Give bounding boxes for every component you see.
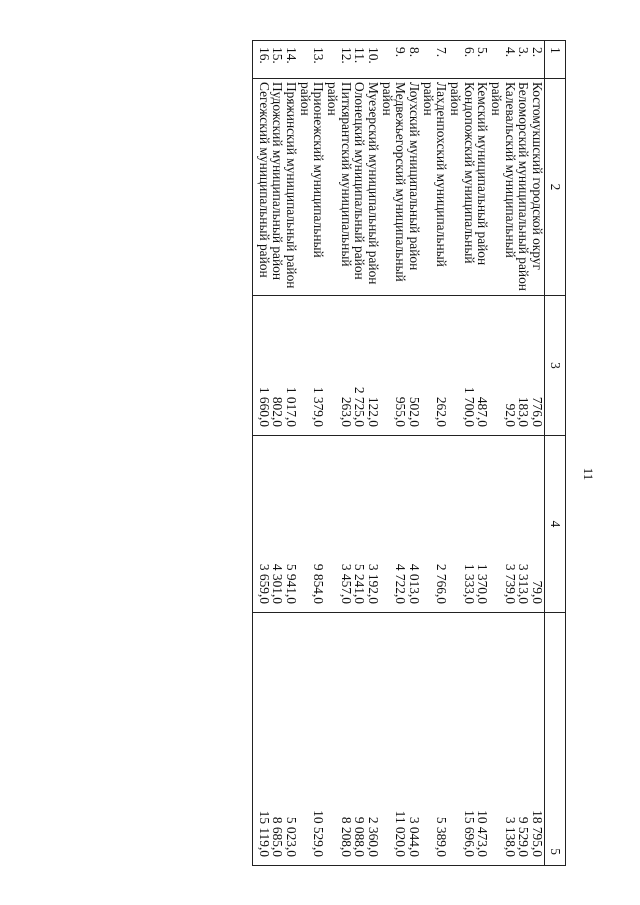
header-col-4: 4	[545, 436, 566, 613]
column-3-value-cell: 122,0	[366, 296, 380, 436]
district-name-cell: Лахденпохский муниципальный район	[421, 79, 448, 296]
row-number-cell: 5.	[476, 41, 490, 79]
table-row	[448, 41, 475, 866]
table-row	[530, 41, 544, 866]
row-number-cell: 10.	[366, 41, 380, 79]
column-3-value-cell: 262,0	[421, 296, 448, 436]
column-4-value-cell: 3 457,0	[325, 436, 352, 613]
column-5-value-cell: 5 023,0	[284, 613, 298, 866]
district-name-cell: Олонецкий муниципальный район	[353, 79, 367, 296]
column-5-value-cell: 3 044,0	[407, 613, 421, 866]
district-name-cell: Лоухский муниципальный район	[407, 79, 421, 296]
row-number-cell: 2.	[530, 41, 544, 79]
table-body	[252, 41, 544, 866]
column-3-value-cell: 1 700,0	[448, 296, 475, 436]
table-row	[298, 41, 325, 866]
column-5-value-cell: 10 473,0	[476, 613, 490, 866]
district-name-cell: Кемский муниципальный район	[476, 79, 490, 296]
row-number-cell: 11.	[353, 41, 367, 79]
table-row	[517, 41, 531, 866]
district-name-cell: Калевальский муниципальный район	[489, 79, 516, 296]
district-name-cell: Сегежский муниципальный район	[252, 79, 270, 296]
column-3-value-cell: 92,0	[489, 296, 516, 436]
row-number-cell: 6.	[448, 41, 475, 79]
column-5-value-cell: 5 389,0	[421, 613, 448, 866]
column-4-value-cell: 5 941,0	[284, 436, 298, 613]
row-number-cell: 7.	[421, 41, 448, 79]
column-5-value-cell: 10 529,0	[298, 613, 325, 866]
district-name-cell: Пудожский муниципальный район	[271, 79, 285, 296]
column-4-value-cell: 3 659,0	[252, 436, 270, 613]
column-3-value-cell: 1 017,0	[284, 296, 298, 436]
column-3-value-cell: 955,0	[380, 296, 407, 436]
table-row	[325, 41, 352, 866]
column-4-value-cell: 3 192,0	[366, 436, 380, 613]
row-number-cell: 8.	[407, 41, 421, 79]
row-number-cell: 13.	[298, 41, 325, 79]
column-4-value-cell: 3 739,0	[489, 436, 516, 613]
column-5-value-cell: 8 208,0	[325, 613, 352, 866]
district-name-cell: Костомукшский городской округ	[530, 79, 544, 296]
column-3-value-cell: 776,0	[530, 296, 544, 436]
row-number-cell: 4.	[489, 41, 516, 79]
column-3-value-cell: 1 379,0	[298, 296, 325, 436]
column-5-value-cell: 9 088,0	[353, 613, 367, 866]
column-3-value-cell: 2 725,0	[353, 296, 367, 436]
data-table	[252, 40, 566, 866]
column-5-value-cell: 8 685,0	[271, 613, 285, 866]
table-row	[380, 41, 407, 866]
column-4-value-cell: 4 301,0	[271, 436, 285, 613]
column-4-value-cell: 2 766,0	[421, 436, 448, 613]
district-name-cell: Прионежский муниципальный район	[298, 79, 325, 296]
page-number: 11	[581, 467, 596, 481]
table-row	[421, 41, 448, 866]
table-row	[284, 41, 298, 866]
row-number-cell: 9.	[380, 41, 407, 79]
column-4-value-cell: 3 313,0	[517, 436, 531, 613]
column-4-value-cell: 4 013,0	[407, 436, 421, 613]
column-3-value-cell: 502,0	[407, 296, 421, 436]
column-5-value-cell: 2 360,0	[366, 613, 380, 866]
table-row	[252, 41, 270, 866]
table-row	[476, 41, 490, 866]
column-4-value-cell: 1 333,0	[448, 436, 475, 613]
district-name-cell: Кондопожский муниципальный район	[448, 79, 475, 296]
column-5-value-cell: 9 529,0	[517, 613, 531, 866]
header-col-5: 5	[545, 613, 566, 866]
row-number-cell: 16.	[252, 41, 270, 79]
row-number-cell: 12.	[325, 41, 352, 79]
column-4-value-cell: 9 854,0	[298, 436, 325, 613]
column-4-value-cell: 1 370,0	[476, 436, 490, 613]
column-3-value-cell: 183,0	[517, 296, 531, 436]
header-col-2: 2	[545, 79, 566, 296]
column-5-value-cell: 3 138,0	[489, 613, 516, 866]
column-5-value-cell: 15 119,0	[252, 613, 270, 866]
column-5-value-cell: 18 795,0	[530, 613, 544, 866]
district-name-cell: Муезерский муниципальный район	[366, 79, 380, 296]
column-5-value-cell: 11 020,0	[380, 613, 407, 866]
row-number-cell: 3.	[517, 41, 531, 79]
row-number-cell: 14.	[284, 41, 298, 79]
table-row	[271, 41, 285, 866]
table-row	[353, 41, 367, 866]
column-4-value-cell: 5 241,0	[353, 436, 367, 613]
rotated-page	[66, 40, 566, 865]
district-name-cell: Питкярантский муниципальный район	[325, 79, 352, 296]
district-name-cell: Беломорский муниципальный район	[517, 79, 531, 296]
district-name-cell: Медвежьегорский муниципальный район	[380, 79, 407, 296]
table-row	[366, 41, 380, 866]
table-row	[489, 41, 516, 866]
column-4-value-cell: 79,0	[530, 436, 544, 613]
header-col-3: 3	[545, 296, 566, 436]
district-name-cell: Пряжинский муниципальный район	[284, 79, 298, 296]
column-5-value-cell: 15 696,0	[448, 613, 475, 866]
table-row	[407, 41, 421, 866]
column-3-value-cell: 487,0	[476, 296, 490, 436]
row-number-cell: 15.	[271, 41, 285, 79]
header-col-1: 1	[545, 41, 566, 79]
column-3-value-cell: 802,0	[271, 296, 285, 436]
column-3-value-cell: 263,0	[325, 296, 352, 436]
header-row	[545, 41, 566, 866]
column-4-value-cell: 4 722,0	[380, 436, 407, 613]
column-3-value-cell: 1 660,0	[252, 296, 270, 436]
